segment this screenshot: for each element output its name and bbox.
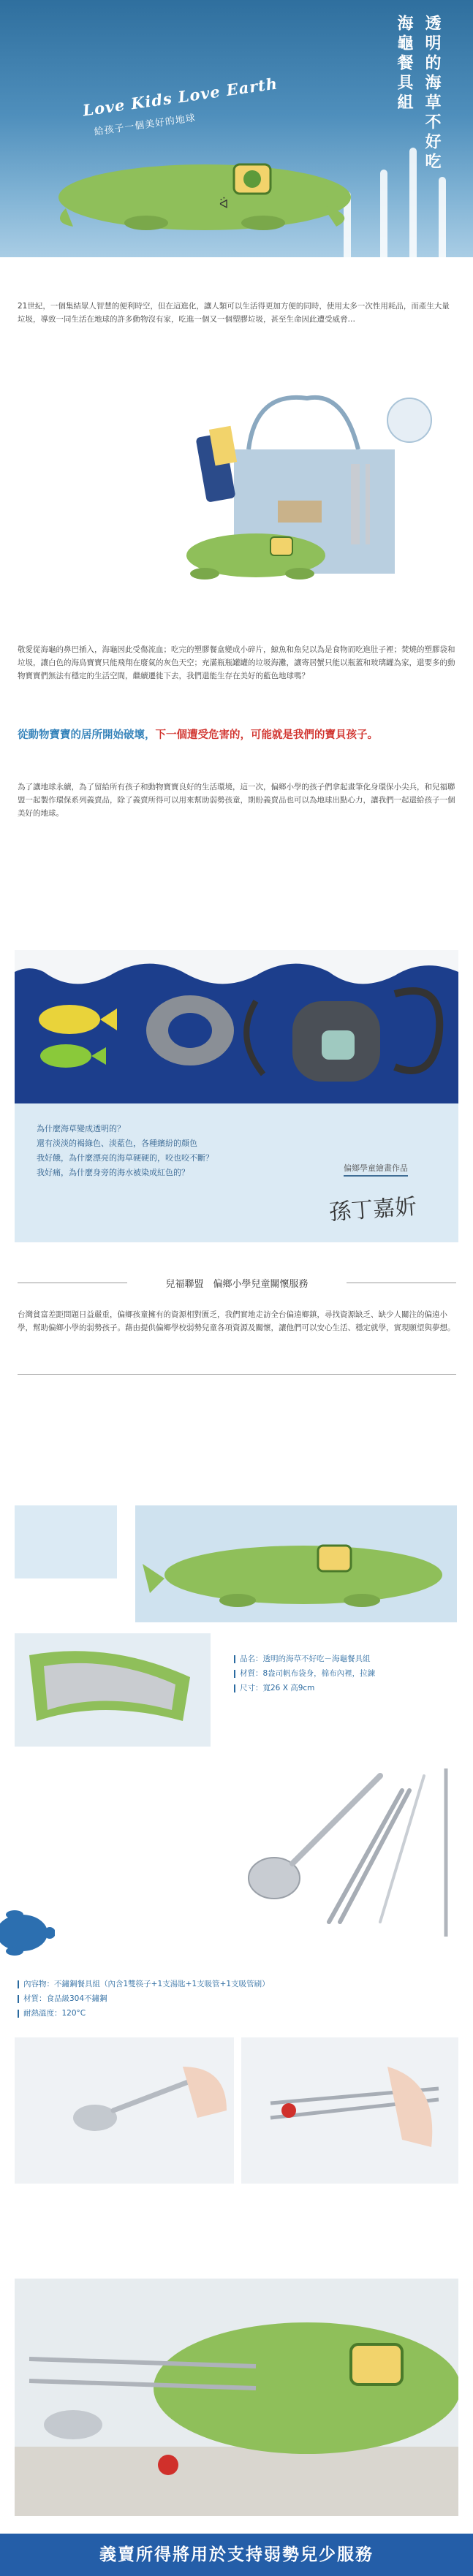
turtle-pouch-illustration — [44, 128, 366, 245]
service-title-text: 兒福聯盟 偏鄉小學兒童關懷服務 — [165, 1279, 309, 1290]
cutlery-illustration — [234, 1761, 461, 1944]
poem-line: 還有淡淡的褐綠色、淡藍色，各種繽紛的顏色 — [37, 1139, 197, 1148]
turtle-pouch-photo — [135, 1505, 457, 1622]
section-divider — [18, 1374, 456, 1375]
intro-paragraph-1: 21世紀，一個集結眾人智慧的便利時空，但在這進化，讓人類可以生活得更加方便的同時，使用太多一次性用耗品，而產生大量垃圾，導致一同生活在地球的許多動物沒有家，吃進一個又一個塑膠垃圾，甚至生命因此遭受威脅… — [18, 302, 450, 324]
spec-material-steel: 材質：食品級304不鏽鋼 — [18, 1991, 325, 2006]
decor-block — [15, 1505, 117, 1578]
seaweed-shape — [439, 177, 446, 257]
intro-paragraph-2: 敬愛從海龜的鼻巴插入，海龜因此受傷流血；吃完的塑膠餐盒變成小碎片，鯨魚和魚兒以為是食物而吃進肚子裡；焚燒的塑膠袋和垃圾，讓白色的海鳥寶寶只能飛翔在廢氣的灰色天空；充滿瓶瓶罐罐的垃圾海灘，讓寄居蟹只能以瓶蓋和玻璃罐為家，還要多的動物寶寶們無法有穩定的生活空間，繼續遷徙下去，我們還能生存在美好的藍色地球嗎？ — [18, 645, 455, 680]
children-drawing — [15, 950, 458, 1103]
spec-material: 材質：8盎司帆布袋身，棉布內裡，拉鍊 — [234, 1666, 453, 1681]
pouch-open-photo — [15, 1633, 211, 1747]
spec-content: 內容物：不鏽鋼餐具組（內含1雙筷子+1支湯匙+1支吸管+1支吸管刷） — [18, 1977, 325, 1991]
turtle-icon — [0, 1893, 55, 1966]
spec-box-cutlery — [18, 1977, 325, 2028]
lifestyle-photo — [15, 2279, 458, 2516]
hero-title-1: 透明的海草不好吃 — [423, 15, 442, 172]
turtle-pouch-small — [175, 512, 336, 592]
highlight-quote — [18, 726, 456, 742]
poem-line: 我好痛，為什麼身旁的海水被染成紅色的？ — [37, 1168, 189, 1177]
spec-name: 品名：透明的海草不好吃－海龜餐具組 — [234, 1652, 453, 1666]
poem-panel — [15, 1103, 458, 1242]
hero-subtagline: 給孩子一個美好的地球 — [93, 113, 197, 138]
artist-signature: 孫丁嘉妡 — [328, 1193, 418, 1226]
spec-size: 尺寸：寬26 X 高9cm — [234, 1681, 453, 1695]
seaweed-shape — [380, 170, 387, 257]
poem-line: 我好餓，為什麼漂亮的海草硬硬的，咬也咬不斷？ — [37, 1153, 213, 1163]
spec-heat: 耐熱溫度：120°C — [18, 2006, 325, 2021]
intro-paragraph-3: 為了讓地球永續，為了留給所有孩子和動物寶寶良好的生活環境，這一次，偏鄉小學的孩子們拿起畫筆化身環保小尖兵，和兒福聯盟一起製作環保系列義賣品，除了義賣所得可以用來幫助弱勢孩童，期盼義賣品也可以為地球出點心力，讓我們一起還給孩子一個美好的地球。 — [18, 783, 455, 818]
footer-banner: 義賣所得將用於支持弱勢兒少服務 — [0, 2534, 473, 2576]
chopsticks-usage-photo — [241, 2037, 458, 2184]
poem-lines — [37, 1122, 213, 1180]
poem-line: 為什麼海草變成透明的？ — [37, 1124, 125, 1133]
svg-text:ᐛ: ᐛ — [219, 197, 229, 211]
service-section-title — [18, 1276, 456, 1290]
highlight-part-a: 從動物寶寶的居所開始破壞， — [18, 729, 156, 741]
hero-banner — [0, 0, 473, 257]
highlight-part-b: 下一個遭受危害的，可能就是我們的寶貝孩子。 — [155, 729, 378, 741]
spec-box-pouch — [234, 1652, 453, 1717]
service-description: 台灣貧富差距問題日益嚴重，偏鄉孩童擁有的資源相對匱乏，我們實地走訪全台偏遠鄉鎮，尋找資源缺乏、缺少人關注的偏遠小學，幫助偏鄉小學的弱勢孩子。藉由提供偏鄉學校弱勢兒童各項資源及關懷，讓他們可以安心生活、穩定就學，實現願望與夢想。 — [18, 1310, 455, 1332]
seaweed-shape — [409, 148, 417, 257]
spoon-usage-photo — [15, 2037, 234, 2184]
hero-tagline: Love Kids Love Earth — [81, 74, 279, 120]
drawing-credit: 偏鄉學童繪畫作品 — [344, 1162, 408, 1177]
hero-title-2: 海龜餐具組 — [395, 15, 414, 113]
